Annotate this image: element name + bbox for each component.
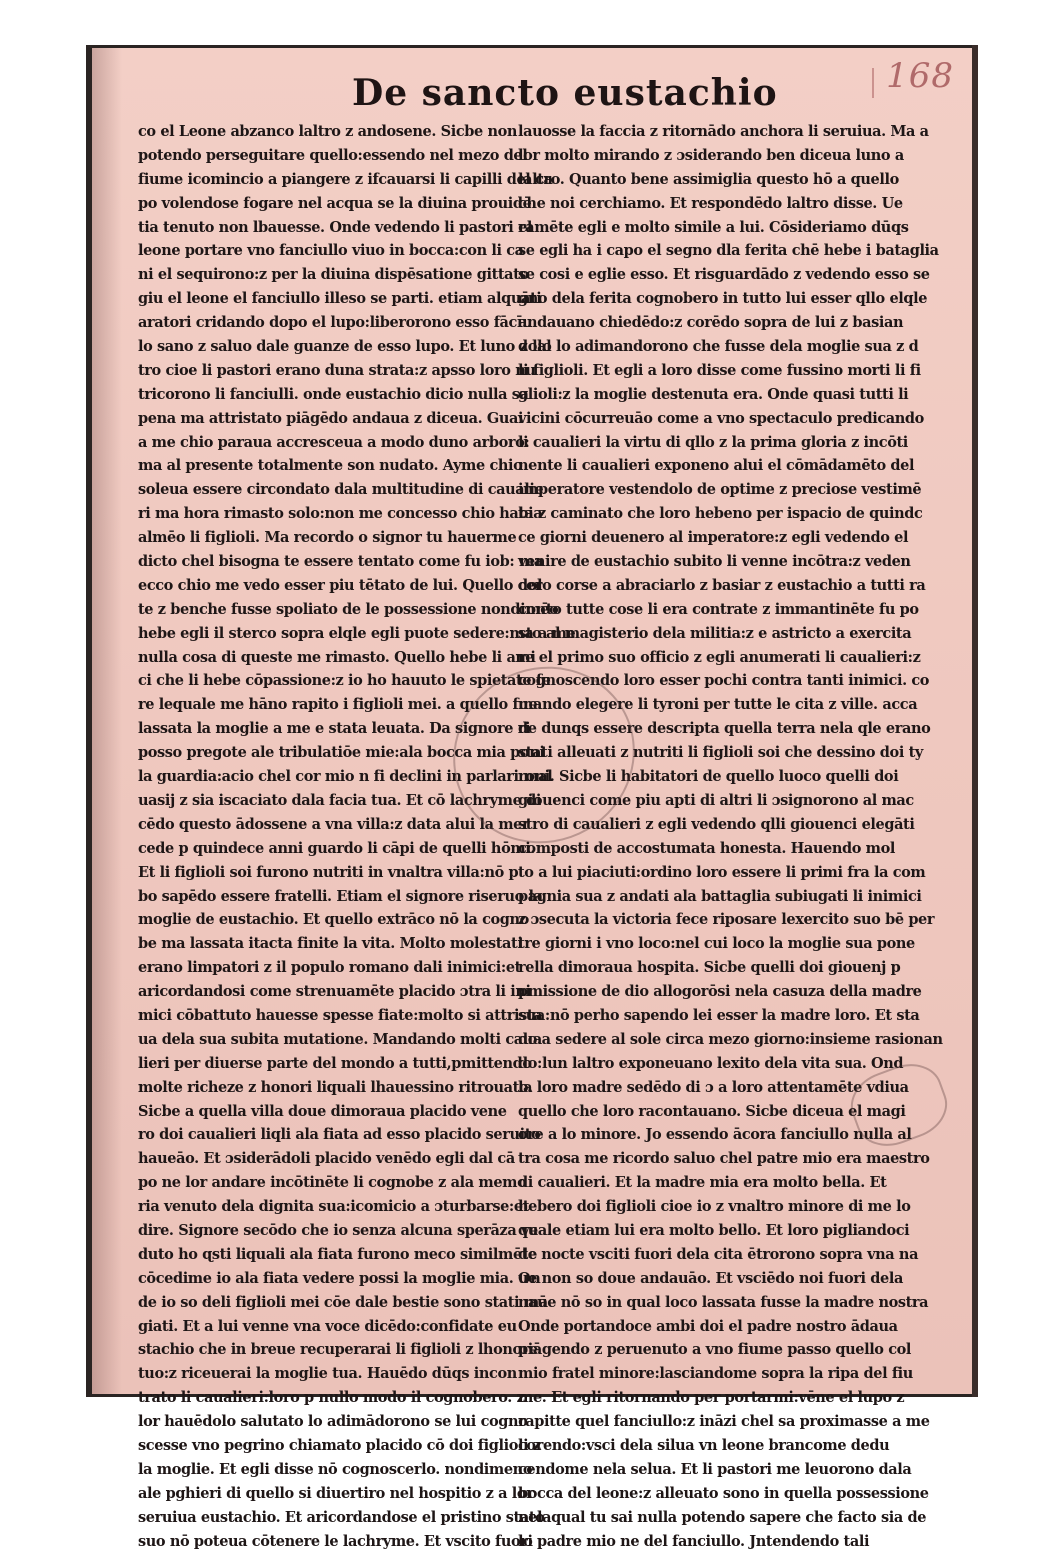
text-line: dicto chel bisogna te essere tentato come fu iob: ma: [138, 553, 543, 571]
text-line: moglie de eustachio. Et quello extrāco nō la cogno: [138, 911, 529, 929]
text-line: ce giorni deuenero al imperatore:z egli vedendo el: [518, 529, 909, 547]
text-line: aratori cridando dopo el lupo:liberorono esso fācīu: [138, 314, 533, 332]
text-line: ma al presente totalmente son nudato. Ayme chio: [138, 457, 523, 475]
text-line: la moglie. Et egli disse nō cognoscerlo. nondimeno: [138, 1460, 533, 1478]
text-line: me. Et egli ritornando per portarmi:vēne el lupo z: [518, 1389, 905, 1407]
text-line: lor hauēdolo salutato lo adimādorono se lui cogno: [138, 1413, 528, 1431]
text-line: dire. Signore secōdo che io senza alcuna sperāza ve: [138, 1221, 538, 1239]
text-line: hebero doi figlioli cioe io z vnaltro minore di me lo: [518, 1198, 911, 1216]
text-line: soleua essere circondato dala multitudine di caualie: [138, 481, 544, 499]
text-line: stro di caualieri z egli vedendo qlli giouenci elegāti: [518, 815, 915, 833]
text-line: de nocte vsciti fuori dela cita ētrorono sopra vna na: [518, 1245, 919, 1263]
book-page: [92, 48, 972, 1550]
text-line: almēo li figlioli. Ma recordo o signor tu hauerme: [138, 529, 517, 547]
text-line: lassata la moglie a me e stata leuata. Da signore ri: [138, 720, 531, 738]
text-line: giouenci come piu apti di altri li ɔsignorono al mac: [518, 791, 914, 809]
text-line: hebe egli il sterco sopra elqle egli puote sedere:ma a me: [138, 624, 576, 642]
text-line: cēdo questo ādossene a vna villa:z data alui la mer: [138, 815, 530, 833]
text-line: laltro. Quanto bene assimiglia questo hō a quello: [518, 170, 899, 188]
text-line: bocca del leone:z alleuato sono in quella possessione: [518, 1484, 929, 1502]
text-line: corendo:vsci dela silua vn leone brancome dedu: [518, 1436, 890, 1454]
text-line: ni el sequirono:z per la diuina dispēsatione gittato: [138, 266, 529, 284]
text-line: piāgendo z peruenuto a vno fiume passo quello col: [518, 1341, 912, 1359]
text-line: lieri per diuerse parte del mondo a tutti,pmittendo: [138, 1054, 532, 1072]
text-line: tro cioe li pastori erano duna strata:z apsso loro nu: [138, 361, 536, 379]
text-line: andauano chiedēdo:z corēdo sopra de lui z basian: [518, 314, 904, 332]
text-line: ue non so doue andauāo. Et vsciēdo noi fuori dela: [518, 1269, 903, 1287]
text-line: nelaqual tu sai nulla potendo sapere che facto sia de: [518, 1508, 927, 1526]
text-line: lauosse la faccia z ritornādo anchora li seruiua. Ma a: [518, 123, 929, 140]
text-line: vicini cōcurreuāo come a vno spectaculo predicando: [518, 409, 924, 427]
text-line: che noi cerchiamo. Et respondēdo laltro disse. Ue: [518, 194, 903, 212]
text-line: dolo corse a abraciarlo z basiar z eustachio a tutti ra: [518, 576, 926, 594]
text-line: quello che loro racontauano. Sicbe diceua el magi: [518, 1102, 906, 1120]
text-line: Et li figlioli soi furono nutriti in vnaltra villa:nō p: [138, 863, 519, 881]
text-line: giu el leone el fanciullo illeso se parti. etiam alquāti: [138, 290, 542, 308]
text-line: ta z caminato che loro hebeno per ispacio de quindc: [518, 505, 923, 523]
text-line: re el primo suo officio z egli anumerati li caualieri:z: [518, 648, 921, 666]
text-line: nente li caualieri exponeno alui el cōmādamēto del: [518, 457, 915, 475]
text-line: ci che li hebe cōpassione:z io ho hauuto le spietate fe: [138, 672, 551, 690]
text-line: composti de accostumata honesta. Hauendo mol: [518, 839, 896, 857]
text-line: se cosi e eglie esso. Et risguardādo z vedendo esso se: [518, 266, 930, 284]
margin-mark: [872, 68, 884, 98]
text-line: sua:nō perho sapendo lei esser la madre loro. Et sta: [518, 1006, 920, 1024]
text-line: di caualieri. Et la madre mia era molto bella. Et: [518, 1174, 887, 1192]
text-line: tuo:z riceuerai la moglie tua. Hauēdo dūqs incon: [138, 1365, 517, 1383]
text-line: haueāo. Et ɔsiderādoli placido venēdo egli dal cā: [138, 1150, 515, 1168]
text-line: lo sano z saluo dale guanze de esso lupo. Et luno z lal: [138, 338, 552, 356]
text-line: aricordandosi come strenuamēte placido ɔtra li ini: [138, 983, 531, 1001]
text-line: posso pregote ale tribulatiōe mie:ala bocca mia poni: [138, 744, 545, 762]
text-line: scesse vno pegrino chiamato placido cō doi figlioli z: [138, 1436, 541, 1454]
text-line: conto tutte cose li era contrate z immantinēte fu po: [518, 600, 919, 618]
text-line: pmissione de dio allogorōsi nela casuza della madre: [518, 983, 922, 1001]
text-line: naue nō so in qual loco lassata fusse la madre nostra: [518, 1293, 929, 1311]
text-line: bo sapēdo essere fratelli. Etiam el signore riseruo la: [138, 887, 543, 905]
text-line: co el Leone abzanco laltro z andosene. Sicbe non: [138, 123, 518, 140]
text-line: mio fratel minore:lasciandome sopra la ripa del fiu: [518, 1365, 913, 1383]
text-line: ale pghieri di quello si diuertiro nel hospitio z a lor: [138, 1484, 534, 1502]
text-line: de dunqs essere descripta quella terra nela qle erano: [518, 720, 931, 738]
text-line: potendo perseguitare quello:essendo nel mezo del: [138, 146, 528, 164]
text-line: ramēte egli e molto simile a lui. Cōsideriamo dūqs: [518, 218, 909, 236]
text-line: pagnia sua z andati ala battaglia subiugati li inimici: [518, 887, 922, 905]
text-line: erano limpatori z il populo romano dali inimici:et: [138, 959, 521, 977]
text-line: tra cosa me ricordo saluo chel patre mio era maestro: [518, 1150, 930, 1168]
text-line: molte richeze z honori liquali lhauessino ritrouato.: [138, 1078, 533, 1096]
text-line: cendome nela selua. Et li pastori me leuorono dala: [518, 1460, 912, 1478]
text-line: to a lui piaciuti:ordino loro essere li primi fra la com: [518, 863, 926, 881]
text-line: giati. Et a lui venne vna voce dicēdo:confidate eu: [138, 1317, 517, 1335]
text-line: tricorono li fanciulli. onde eustachio dicio nulla sa: [138, 385, 529, 403]
text-line: cognoscendo loro esser pochi contra tanti inimici. co: [518, 672, 930, 690]
text-line: pena ma attristato piāgēdo andaua z diceua. Guai: [138, 409, 524, 427]
text-line: ri ma hora rimasto solo:non me concesso chio habia: [138, 505, 543, 523]
text-line: cōcedime io ala fiata vedere possi la moglie mia. On: [138, 1269, 541, 1287]
text-line: rapitte quel fanciullo:z ināzi chel sa proximasse a me: [518, 1413, 930, 1431]
text-line: tia tenuto non lbauesse. Onde vedendo li pastori el: [138, 218, 532, 236]
text-line: ria venuto dela dignita sua:icomicio a ɔturbarse:et: [138, 1198, 529, 1216]
text-line: tre giorni i vno loco:nel cui loco la moglie sua pone: [518, 935, 915, 953]
text-line: venire de eustachio subito li venne incōtra:z veden: [518, 553, 911, 571]
text-line: rella dimoraua hospita. Sicbe quelli doi giouenj p: [518, 959, 901, 977]
text-line: de io so deli figlioli mei cōe dale bestie sono stati mā: [138, 1293, 548, 1311]
text-line: ecco chio me vedo esser piu tētato de lui. Quello cer: [138, 576, 543, 594]
text-line: lor molto mirando z ɔsiderando ben diceua luno a: [518, 146, 904, 164]
text-line: ore a lo minore. Jo essendo ācora fanciullo nulla al: [518, 1126, 912, 1144]
text-line: li figlioli. Et egli a loro disse come fussino morti li fi: [518, 361, 921, 379]
left-text-column: [138, 120, 576, 1553]
text-line: la guardia:acio chel cor mio n fi declini in parlari mal: [138, 768, 553, 786]
text-line: suo nō poteua cōtenere le lachryme. Et vscito fuori: [138, 1532, 533, 1550]
text-line: li caualieri la virtu di qllo z la prima gloria z incōti: [518, 433, 908, 451]
text-line: seruiua eustachio. Et aricordandose el pristino stato: [138, 1508, 545, 1526]
text-line: leone portare vno fanciullo viuo in bocca:con li ca: [138, 242, 524, 260]
text-line: stati alleuati z nutriti li figlioli soi che dessino doi ty: [518, 744, 923, 762]
text-line: roni. Sicbe li habitatori de quello luoco quelli doi: [518, 768, 899, 786]
text-line: duto ho ɋsti liquali ala fiata furono meco similmēte: [138, 1245, 537, 1263]
text-line: se egli ha i capo el segno dla ferita chē hebe i bataglia: [518, 242, 939, 260]
text-line: nulla cosa di queste me rimasto. Quello hebe li ami: [138, 648, 536, 666]
book-edge: [972, 45, 978, 1397]
text-line: uasij z sia iscaciato dala facia tua. Et cō lachryme di: [138, 791, 541, 809]
text-line: po volendose fogare nel acqua se la diuina prouidē: [138, 194, 532, 212]
text-line: re lequale me hāno rapito i figlioli mei. a quello fue: [138, 696, 538, 714]
text-line: te z benche fusse spoliato de le possessione nondimēo: [138, 600, 559, 618]
text-line: do:lun laltro exponeuano lexito dela vita sua. Ond: [518, 1054, 904, 1072]
text-line: sto al magisterio dela militia:z e astricto a exercita: [518, 624, 912, 642]
text-line: quale etiam lui era molto bello. Et loro pigliandoci: [518, 1221, 910, 1239]
text-line: ro doi caualieri liqli ala fiata ad esso placido seruito: [138, 1126, 541, 1144]
text-line: la loro madre sedēdo di ɔ a loro attentamēte vdiua: [518, 1078, 909, 1096]
text-line: po ne lor andare incōtinēte li cognobe z ala memo: [138, 1174, 527, 1192]
text-line: imperatore vestendolo de optime z preciose vestimē: [518, 481, 922, 499]
text-line: stachio che in breue recuperarai li figlioli z lhonore: [138, 1341, 538, 1359]
text-line: do a sedere al sole circa mezo giorno:insieme rasionan: [518, 1030, 943, 1048]
text-line: mando elegere li tyroni per tutte le cita z ville. acca: [518, 696, 918, 714]
text-line: glioli:z la moglie destenuta era. Onde quasi tutti li: [518, 385, 909, 403]
text-line: dolo lo adimandorono che fusse dela moglie sua z d: [518, 338, 919, 356]
text-line: Sicbe a quella villa doue dimoraua placido vene: [138, 1102, 507, 1120]
text-line: z ɔsecuta la victoria fece riposare lexercito suo bē per: [518, 911, 935, 929]
text-line: mici cōbattuto hauesse spesse fiate:molto si attrista: [138, 1006, 543, 1024]
running-head: De sancto eustachio: [352, 72, 778, 114]
text-line: gno dela ferita cognobero in tutto lui esser qllo elqle: [518, 290, 928, 308]
gutter-shadow: [92, 48, 122, 1394]
text-line: be ma lassata itacta finite la vita. Molto molestati: [138, 935, 523, 953]
text-line: lo padre mio ne del fanciullo. Jntendendo tali: [518, 1532, 870, 1550]
text-line: cede p quindece anni guardo li cāpi de quelli hōmi.: [138, 839, 536, 857]
text-line: ua dela sua subita mutatione. Mandando molti caua: [138, 1030, 542, 1048]
text-line: a me chio paraua accresceua a modo duno arboro:: [138, 433, 530, 451]
text-line: Onde portandoce ambi doi el padre nostro ādaua: [518, 1317, 898, 1335]
text-line: trato li caualieri:loro p nullo modo il cognobero. z: [138, 1389, 525, 1407]
folio-number: 168: [886, 56, 954, 96]
text-line: fiume icomincio a piangere z ifcauarsi li capilli del ca: [138, 170, 553, 188]
